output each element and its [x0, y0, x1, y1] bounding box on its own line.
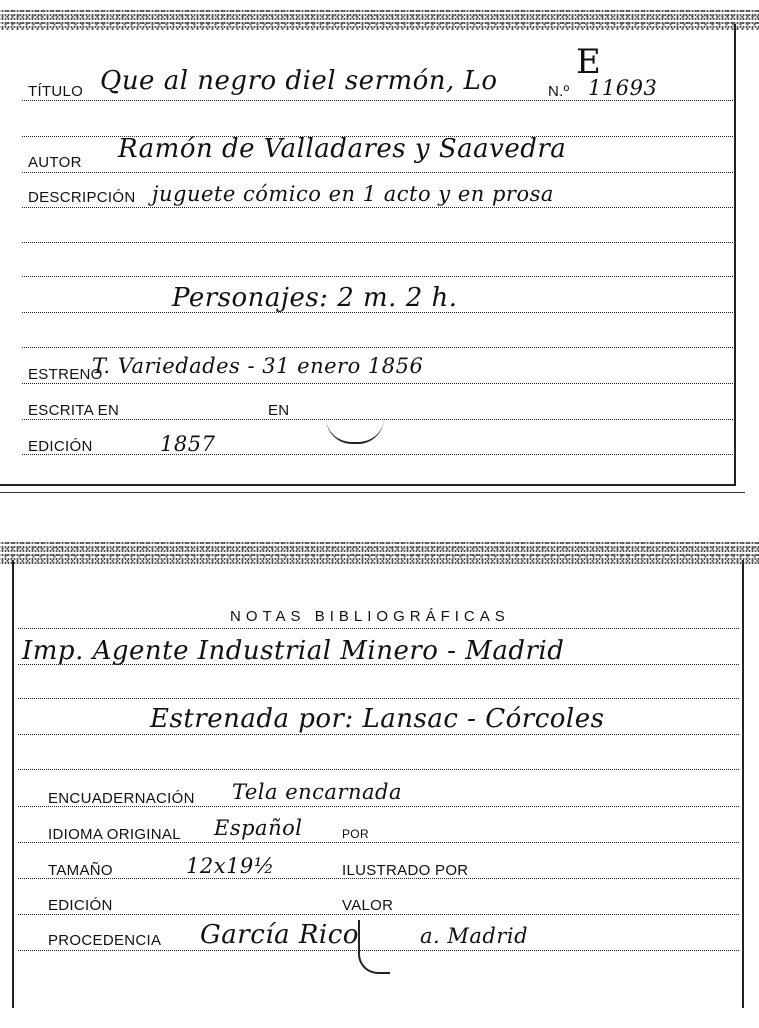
encuadernacion-value: Tela encarnada — [232, 780, 402, 804]
idioma-label: IDIOMA ORIGINAL — [48, 826, 181, 843]
pen-arc-mark — [326, 418, 384, 444]
idioma-value: Español — [214, 816, 303, 840]
edicion-label: EDICIÓN — [28, 438, 93, 455]
numero-label: N.º — [548, 83, 570, 100]
card-top-edge-speckle — [0, 540, 759, 564]
ruled-line — [22, 242, 733, 243]
autor-label: AUTOR — [28, 154, 82, 171]
ruled-line — [22, 383, 733, 384]
descripcion-label: DESCRIPCIÓN — [28, 189, 136, 206]
titulo-value: Que al negro diel sermón, Lo — [100, 66, 498, 96]
numero-value: 11693 — [588, 76, 658, 100]
ilustrado-label: ILUSTRADO POR — [342, 862, 469, 879]
ruled-line — [18, 769, 739, 770]
personajes-value: Personajes: 2 m. 2 h. — [172, 283, 458, 313]
card-top-edge-speckle — [0, 8, 759, 30]
edicion-value: 1857 — [160, 432, 216, 456]
ruled-line — [18, 628, 739, 629]
edicion-label-2: EDICIÓN — [48, 897, 113, 914]
procedencia-label: PROCEDENCIA — [48, 932, 162, 949]
card-border-right — [734, 24, 736, 484]
escrita-en-label: ESCRITA EN — [28, 402, 120, 419]
ruled-line — [22, 207, 733, 208]
descripcion-value: juguete cómico en 1 acto y en prosa — [152, 182, 554, 206]
tamano-label: TAMAÑO — [48, 862, 113, 879]
ruled-line — [22, 347, 733, 348]
estreno-value: T. Variedades - 31 enero 1856 — [92, 354, 424, 378]
ruled-line — [22, 172, 733, 173]
titulo-label: TÍTULO — [28, 83, 84, 100]
card-border-bottom — [0, 484, 736, 486]
ruled-line — [18, 698, 739, 699]
card-border-right — [742, 560, 744, 1008]
card-border-left — [12, 560, 14, 1008]
numero-mark: E — [576, 42, 601, 82]
valor-label: VALOR — [342, 897, 394, 914]
pen-hook-mark — [358, 920, 390, 974]
card-border-bottom-2 — [0, 492, 745, 493]
ruled-line — [22, 454, 733, 455]
notas-line-1: Imp. Agente Industrial Minero - Madrid — [22, 636, 565, 666]
tamano-value: 12x19½ — [186, 854, 275, 878]
ruled-line — [22, 100, 733, 101]
ruled-line — [18, 914, 739, 915]
catalog-card-top — [0, 0, 759, 500]
notas-line-2: Estrenada por: Lansac - Córcoles — [150, 704, 605, 734]
idioma-por-label: POR — [342, 827, 369, 841]
notas-title: NOTAS BIBLIOGRÁFICAS — [230, 608, 510, 625]
escrita-en-label-2: EN — [268, 402, 290, 419]
procedencia-value-2: a. Madrid — [420, 924, 529, 948]
autor-value: Ramón de Valladares y Saavedra — [118, 134, 567, 164]
ruled-line — [18, 734, 739, 735]
procedencia-value: García Rico — [200, 920, 359, 950]
estreno-label: ESTRENO — [28, 366, 103, 383]
ruled-line — [22, 276, 733, 277]
encuadernacion-label: ENCUADERNACIÓN — [48, 790, 195, 807]
